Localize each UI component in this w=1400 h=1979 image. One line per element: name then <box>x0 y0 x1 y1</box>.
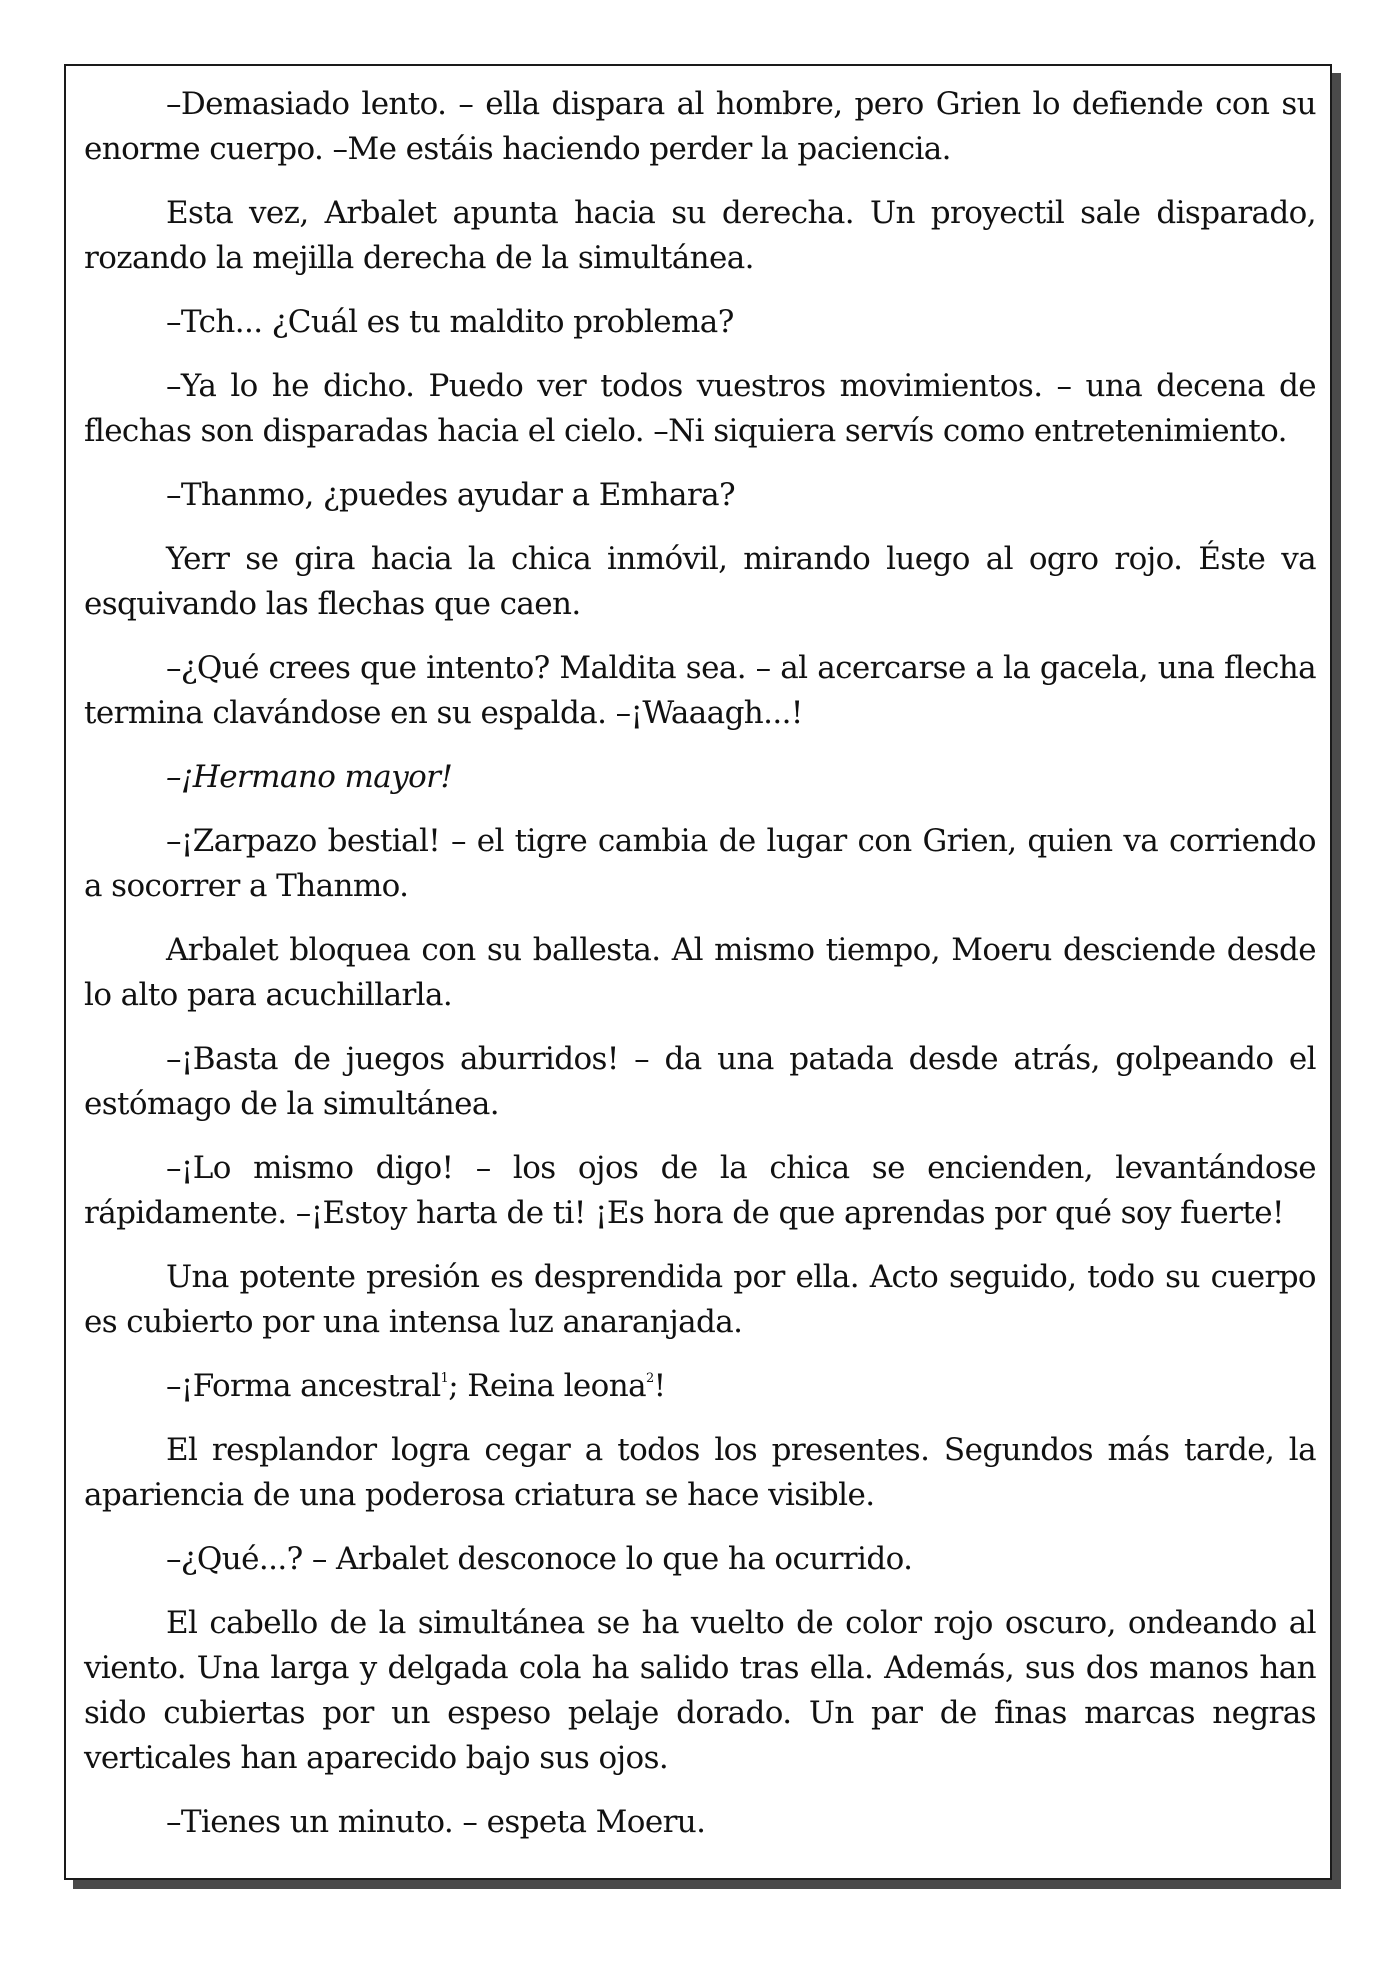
paragraph: –Thanmo, ¿puedes ayudar a Emhara? <box>166 477 735 513</box>
paragraph: Una potente presión es desprendida por ella. Acto seguido, todo su cuerpo es cubierto por una intensa luz anaranjada. <box>84 1259 1316 1340</box>
text-segment: –¡Forma ancestral <box>166 1368 441 1404</box>
paragraph: Esta vez, Arbalet apunta hacia su derecha. Un proyectil sale disparado, rozando la mejilla derecha de la simultánea. <box>84 195 1316 276</box>
paragraph: –¡Basta de juegos aburridos! – da una patada desde atrás, golpeando el estómago de la simultánea. <box>84 1041 1316 1122</box>
paragraph: –Ya lo he dicho. Puedo ver todos vuestros movimientos. – una decena de flechas son disparadas hacia el cielo. –Ni siquiera servís como entretenimiento. <box>84 368 1316 449</box>
footnote-ref: 1 <box>440 1371 449 1386</box>
document-body <box>84 82 1316 1845</box>
paragraph: –¡Lo mismo digo! – los ojos de la chica se encienden, levantándose rápidamente. –¡Estoy harta de ti! ¡Es hora de que aprendas por qué soy fuerte! <box>84 1150 1316 1231</box>
paragraph: –¿Qué...? – Arbalet desconoce lo que ha ocurrido. <box>166 1541 913 1577</box>
paragraph: –¿Qué crees que intento? Maldita sea. – al acercarse a la gacela, una flecha termina clavándose en su espalda. –¡Waaagh...! <box>84 650 1316 731</box>
paragraph: –Demasiado lento. – ella dispara al hombre, pero Grien lo defiende con su enorme cuerpo. –Me estáis haciendo perder la paciencia. <box>84 86 1316 167</box>
paragraph: Arbalet bloquea con su ballesta. Al mismo tiempo, Moeru desciende desde lo alto para acuchillarla. <box>84 932 1316 1013</box>
text-segment: ; Reina leona <box>448 1368 646 1404</box>
paragraph: –Tienes un minuto. – espeta Moeru. <box>166 1804 706 1840</box>
paragraph: El cabello de la simultánea se ha vuelto de color rojo oscuro, ondeando al viento. Una larga y delgada cola ha salido tras ella. Además, sus dos manos han sido cubiertas por un espeso pelaje dorado. Un par de finas marcas negras verticales han aparecido bajo sus ojos. <box>84 1605 1316 1776</box>
text-segment: ! <box>653 1368 666 1404</box>
paragraph: –Tch... ¿Cuál es tu maldito problema? <box>166 304 734 340</box>
footnote-ref: 2 <box>645 1371 654 1386</box>
paragraph-italic: –¡Hermano mayor! <box>166 759 453 795</box>
paragraph-with-footnotes <box>84 1364 1316 1409</box>
paragraph: Yerr se gira hacia la chica inmóvil, mirando luego al ogro rojo. Éste va esquivando las flechas que caen. <box>84 541 1316 622</box>
paragraph: El resplandor logra cegar a todos los presentes. Segundos más tarde, la apariencia de una poderosa criatura se hace visible. <box>84 1432 1316 1513</box>
paragraph: –¡Zarpazo bestial! – el tigre cambia de lugar con Grien, quien va corriendo a socorrer a Thanmo. <box>84 823 1316 904</box>
